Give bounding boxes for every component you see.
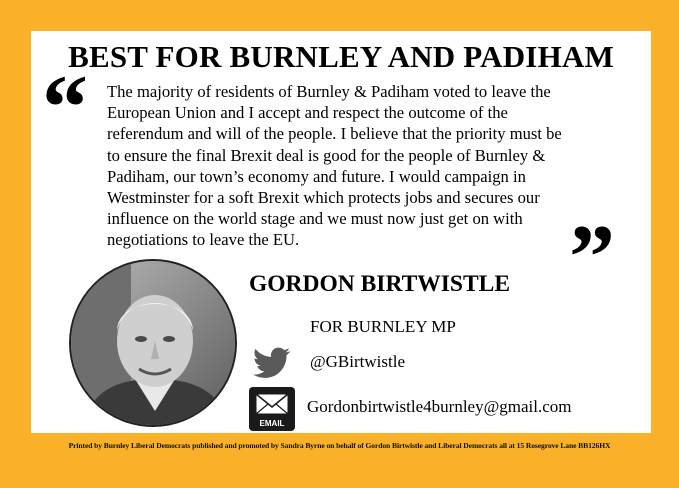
envelope-icon	[249, 387, 295, 431]
email-icon-label: EMAIL	[259, 419, 285, 428]
candidate-portrait-illustration	[71, 261, 237, 427]
twitter-handle: @GBirtwistle	[310, 352, 405, 371]
candidate-name: GORDON BIRTWISTLE	[249, 271, 511, 297]
candidate-statement: The majority of residents of Burnley & Padiham voted to leave the European Union and I accept and respect the outcome of the referendum and will of the people. I believe that the priority must be to ensure the final Brexit deal is good for the people of Burnley & Padiham, our town’s economy and future. I would campaign in Westminster for a soft Brexit which protects jobs and secures our influence on the world stage and we must now just get on with negotiations to leave the EU.	[107, 82, 562, 250]
open-quote-mark: “	[42, 56, 88, 158]
legal-imprint: Printed by Burnley Liberal Democrats published and promoted by Sandra Byrne on behalf of Gordon Birtwistle and Liberal Democrats all at 15 Rosegrove Lane BB126HX	[68, 441, 611, 450]
candidate-role: FOR BURNLEY MP	[310, 317, 456, 336]
twitter-bird-icon	[253, 347, 291, 379]
candidate-photo	[69, 259, 237, 427]
leaflet-card	[31, 31, 651, 433]
leaflet-title: BEST FOR BURNLEY AND PADIHAM	[68, 39, 614, 74]
email-address: Gordonbirtwistle4burnley@gmail.com	[307, 397, 572, 416]
close-quote-mark: ”	[569, 206, 615, 308]
